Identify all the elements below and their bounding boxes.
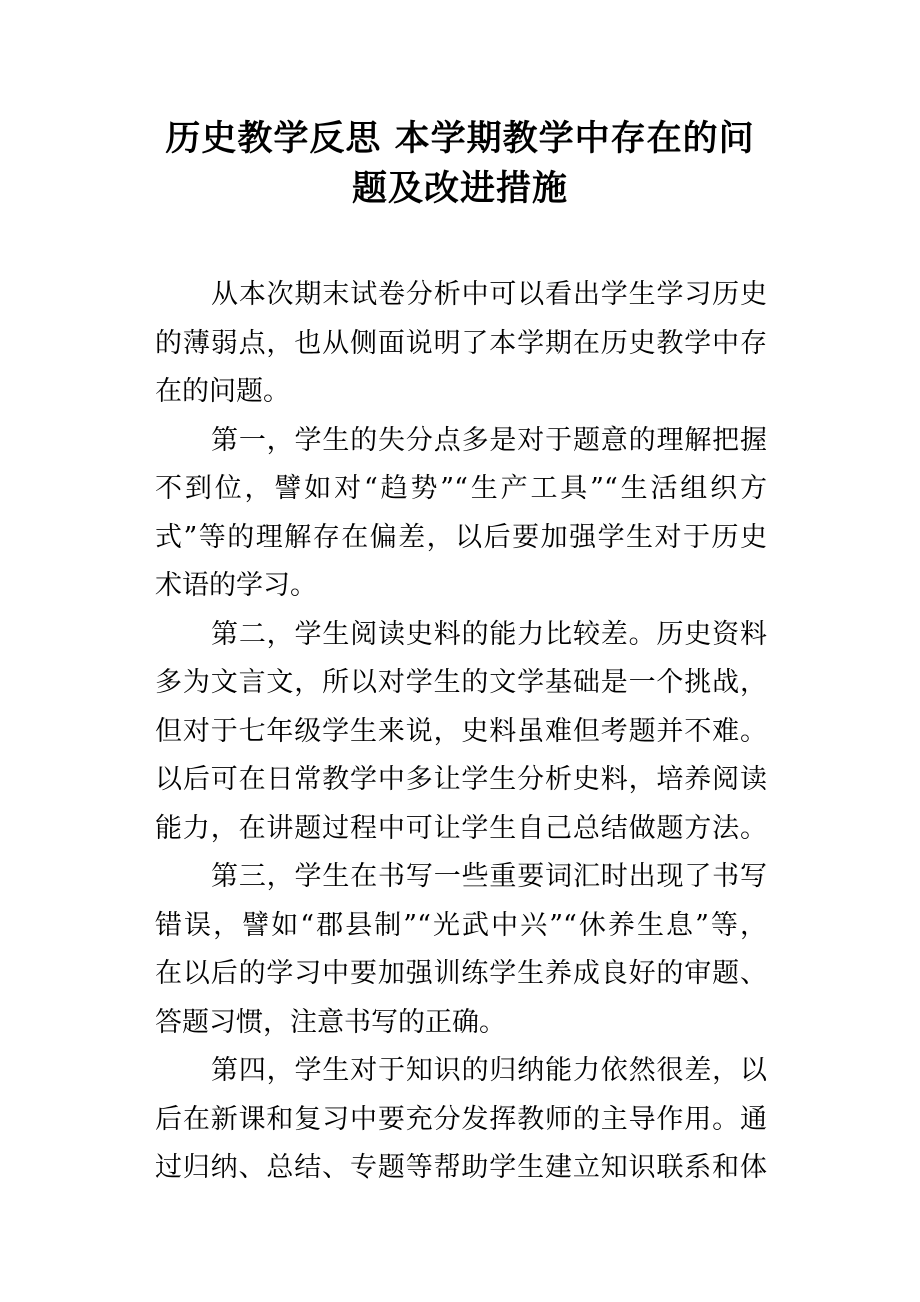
text-line: 在以后的学习中要加强训练学生养成良好的审题、 xyxy=(155,958,767,989)
text-line: 多为文言文，所以对学生的文学基础是一个挑战， xyxy=(155,667,767,698)
text-line: 术语的学习。 xyxy=(155,570,317,601)
text-line: 在的问题。 xyxy=(155,376,290,407)
title-line: 历史教学反思 本学期教学中存在的问 xyxy=(165,119,755,159)
paragraph xyxy=(155,417,767,611)
paragraph xyxy=(155,853,767,1047)
text-line: 第二，学生阅读史料的能力比较差。历史资料 xyxy=(211,618,767,650)
text-line: 错误，譬如“郡县制”“光武中兴”“休养生息”等， xyxy=(155,909,767,941)
paragraph xyxy=(155,271,767,417)
text-line: 能力，在讲题过程中可让学生自己总结做题方法。 xyxy=(155,812,767,844)
text-line: 从本次期末试卷分析中可以看出学生学习历史 xyxy=(211,279,767,310)
text-line: 不到位，譬如对“趋势”“生产工具”“生活组织方 xyxy=(155,473,767,504)
text-line: 过归纳、总结、专题等帮助学生建立知识联系和体 xyxy=(155,1152,767,1183)
text-line: 以后可在日常教学中多让学生分析史料，培养阅读 xyxy=(155,764,767,795)
title-line: 题及改进措施 xyxy=(351,169,568,209)
text-line: 后在新课和复习中要充分发挥教师的主导作用。通 xyxy=(155,1103,767,1135)
text-line: 的薄弱点，也从侧面说明了本学期在历史教学中存 xyxy=(155,327,767,359)
text-line: 答题习惯，注意书写的正确。 xyxy=(155,1006,506,1038)
paragraph xyxy=(155,1047,767,1193)
text-line: 第四，学生对于知识的归纳能力依然很差，以 xyxy=(211,1055,767,1086)
document-title xyxy=(150,114,770,214)
paragraph xyxy=(155,611,767,854)
text-line: 但对于七年级学生来说，史料虽难但考题并不难。 xyxy=(155,715,767,747)
text-line: 第三，学生在书写一些重要词汇时出现了书写 xyxy=(211,861,767,892)
document-body xyxy=(155,271,767,1193)
text-line: 式”等的理解存在偏差，以后要加强学生对于历史 xyxy=(155,521,767,553)
text-line: 第一，学生的失分点多是对于题意的理解把握 xyxy=(211,424,767,456)
